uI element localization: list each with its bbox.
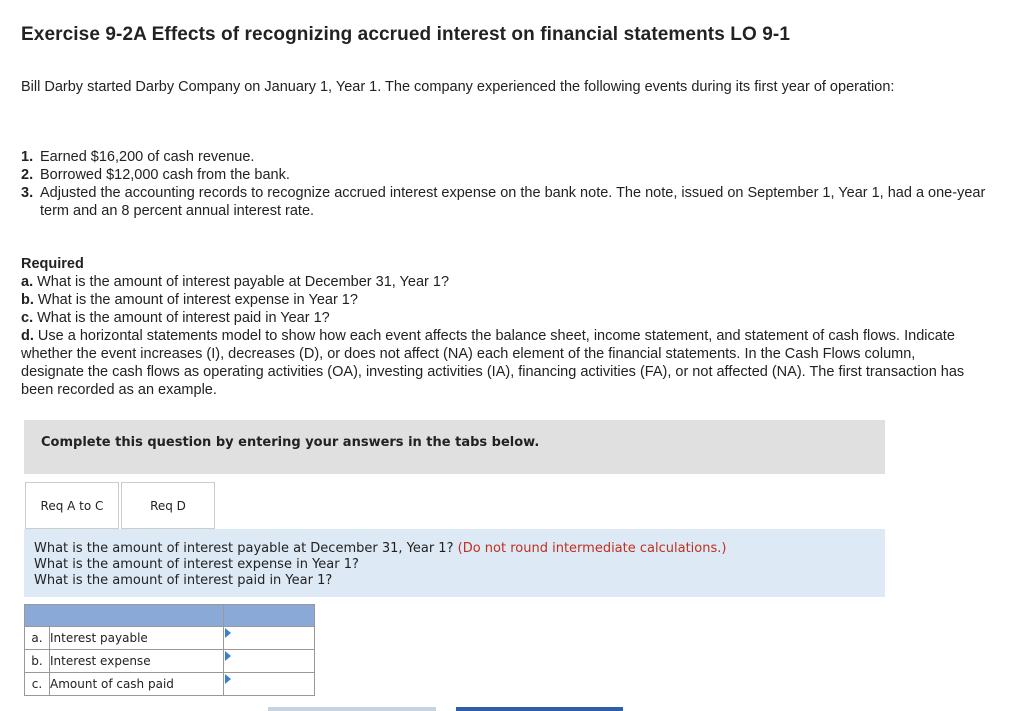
event-list xyxy=(21,148,1001,220)
intro-text: Bill Darby started Darby Company on January 1, Year 1. The company experienced the following events during its first year of operation: xyxy=(21,79,895,95)
required-heading: Required xyxy=(21,256,84,272)
required-item-a xyxy=(21,273,971,291)
interest-expense-input[interactable] xyxy=(224,651,314,671)
required-section xyxy=(21,255,971,399)
answer-table-header xyxy=(25,605,315,627)
row-label: Interest expense xyxy=(50,650,224,673)
required-letter: d. xyxy=(21,328,34,344)
input-marker-icon xyxy=(225,651,231,661)
cash-paid-input[interactable] xyxy=(224,674,314,694)
required-letter: a. xyxy=(21,274,34,290)
row-letter: b. xyxy=(25,650,50,673)
required-text: What is the amount of interest paid in Year 1? xyxy=(37,310,330,326)
interest-payable-input[interactable] xyxy=(224,628,314,648)
required-letter: c. xyxy=(21,310,34,326)
tab-req-a-to-c[interactable]: Req A to C xyxy=(25,482,119,529)
required-item-c xyxy=(21,309,971,327)
required-item-d xyxy=(21,327,971,399)
row-label: Interest payable xyxy=(50,627,224,650)
event-text: Earned $16,200 of cash revenue. xyxy=(40,149,255,165)
previous-button[interactable] xyxy=(268,707,436,711)
required-text: What is the amount of interest payable at December 31, Year 1? xyxy=(37,274,450,290)
event-number: 1. xyxy=(21,149,34,165)
event-item xyxy=(21,166,1001,184)
table-row xyxy=(25,627,315,650)
question-line: What is the amount of interest expense in Year 1? xyxy=(34,557,359,572)
question-line: What is the amount of interest payable at December 31, Year 1? (Do not round intermediate calculations.) xyxy=(34,541,727,556)
table-row xyxy=(25,650,315,673)
row-letter: a. xyxy=(25,627,50,650)
event-number: 2. xyxy=(21,167,34,183)
tab-req-d[interactable]: Req D xyxy=(121,482,215,529)
required-text: Use a horizontal statements model to show how each event affects the balance sheet, income statement, and statement of cash flows. Indicate whether the event increases (I), decreases (D), or does not affect (NA) each element of the financial statements. In the Cash Flows column, designate the cash flows as operating activities (OA), investing activities (IA), financing activities (FA), or not affected (NA). The first transaction has been recorded as an example. xyxy=(21,328,965,398)
instruction-banner xyxy=(24,420,885,474)
event-item xyxy=(21,184,1001,220)
table-row xyxy=(25,673,315,696)
page-title: Exercise 9-2A Effects of recognizing accrued interest on financial statements LO 9-1 xyxy=(21,24,790,45)
rounding-note: (Do not round intermediate calculations.) xyxy=(457,541,727,556)
event-item xyxy=(21,148,1001,166)
row-label: Amount of cash paid xyxy=(50,673,224,696)
row-letter: c. xyxy=(25,673,50,696)
question-panel xyxy=(24,529,885,597)
input-marker-icon xyxy=(225,628,231,638)
required-text: What is the amount of interest expense in Year 1? xyxy=(37,292,358,308)
event-text: Adjusted the accounting records to recognize accrued interest expense on the bank note. The note, issued on September 1, Year 1, had a one-year term and an 8 percent annual interest rate. xyxy=(40,185,986,219)
event-text: Borrowed $12,000 cash from the bank. xyxy=(40,167,290,183)
banner-text: Complete this question by entering your answers in the tabs below. xyxy=(41,435,540,450)
input-marker-icon xyxy=(225,674,231,684)
event-number: 3. xyxy=(21,185,34,201)
question-line: What is the amount of interest paid in Year 1? xyxy=(34,573,333,588)
answer-table xyxy=(24,604,315,696)
next-button[interactable] xyxy=(456,707,623,711)
required-item-b xyxy=(21,291,971,309)
required-letter: b. xyxy=(21,292,34,308)
